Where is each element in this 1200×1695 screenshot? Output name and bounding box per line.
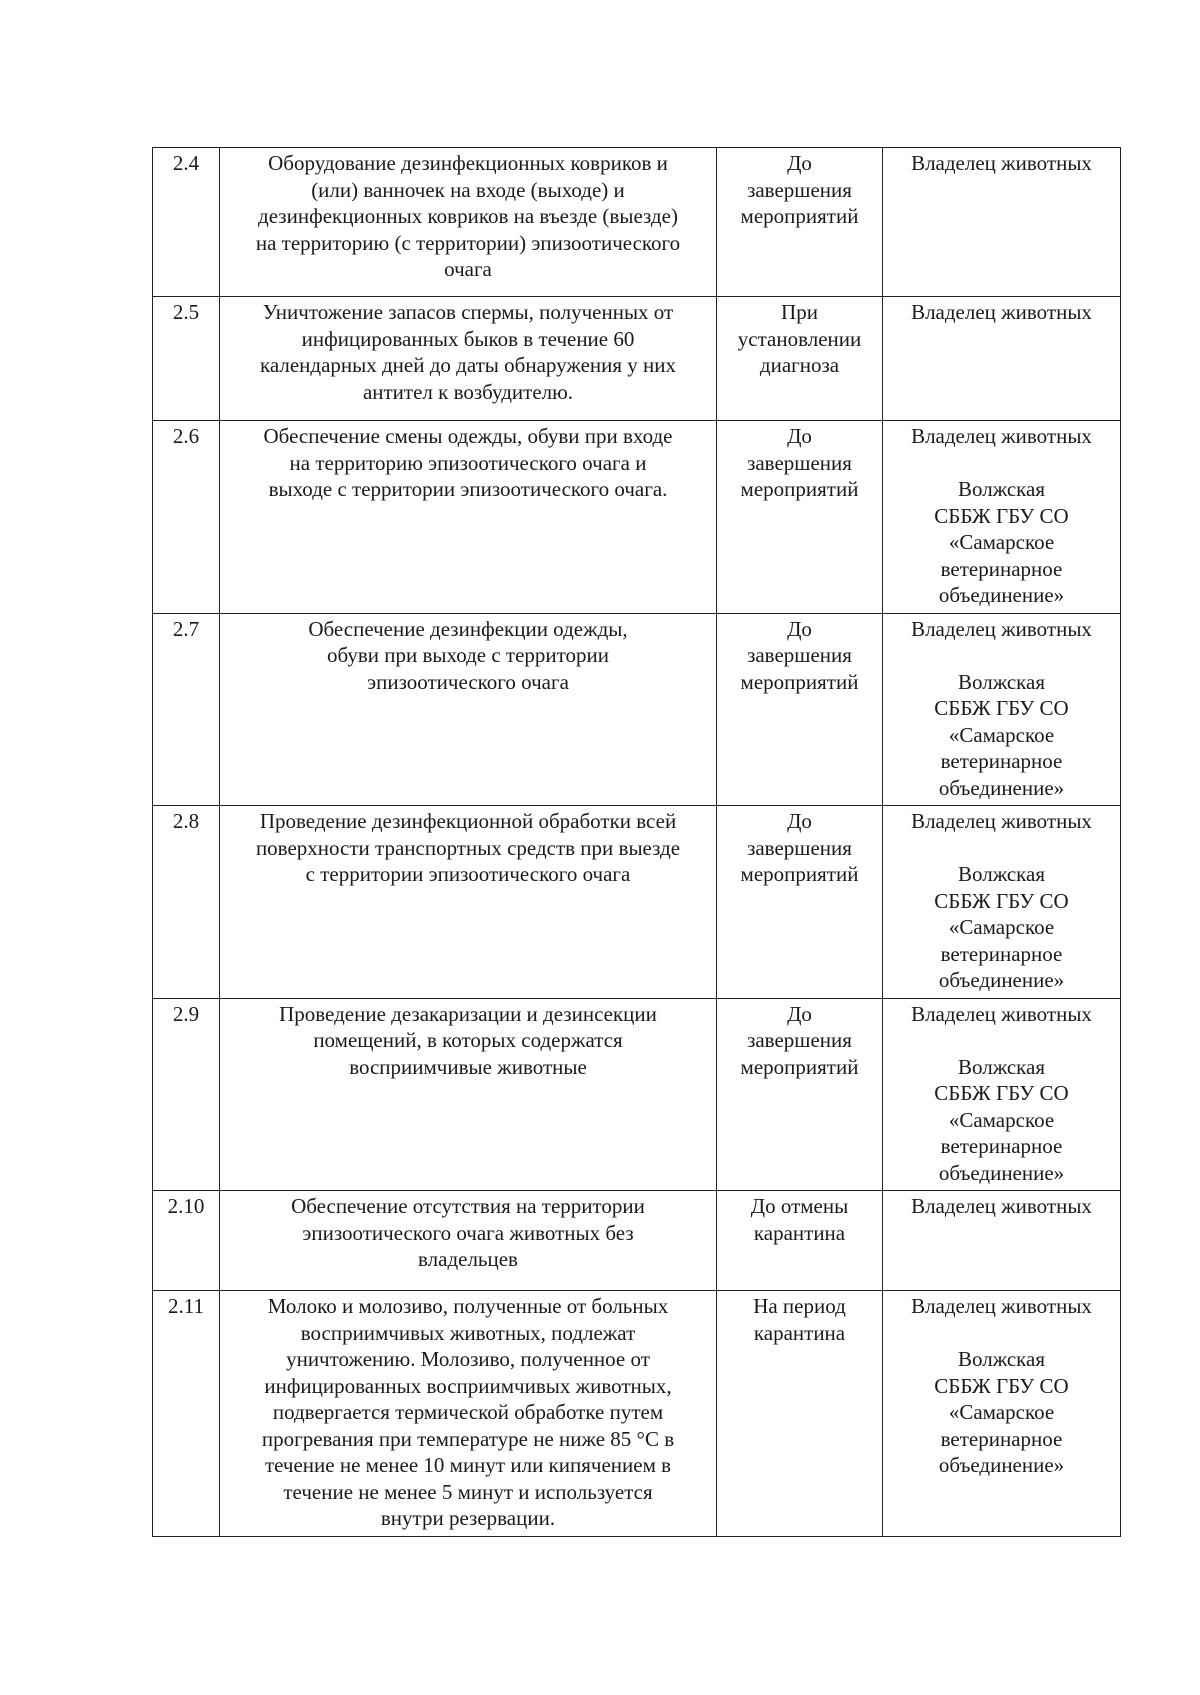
- measure-description-line: Обеспечение смены одежды, обуви при входе: [263, 424, 673, 448]
- measure-responsible-line: объединение»: [938, 1160, 1065, 1185]
- measure-term: [717, 613, 883, 806]
- measure-term-line: До: [787, 616, 812, 641]
- measure-responsible-line: Волжская: [957, 862, 1046, 886]
- measure-description-line: эпизоотического очага: [367, 669, 569, 694]
- measure-description: [220, 297, 717, 421]
- measure-term: [717, 148, 883, 297]
- measure-description-line: инфицированных быков в течение 60: [301, 326, 635, 351]
- measure-responsible-line: СББЖ ГБУ СО: [934, 888, 1069, 913]
- row-number: 2.6: [153, 421, 220, 614]
- measure-term-line: карантина: [753, 1320, 846, 1345]
- measure-responsible-line: «Самарское: [948, 1107, 1055, 1132]
- measure-description-line: (или) ванночек на входе (выходе) и: [311, 177, 625, 202]
- blank-line: [889, 835, 1114, 862]
- measure-description-line: на территорию эпизоотического очага и: [289, 450, 647, 475]
- measure-term-line: До отмены: [750, 1194, 849, 1218]
- measure-description-line: антител к возбудителю.: [362, 379, 574, 404]
- measure-term-line: установлении: [737, 326, 862, 351]
- measure-responsible-line: СББЖ ГБУ СО: [934, 503, 1069, 528]
- measure-description: [220, 998, 717, 1191]
- measure-description-line: течение не менее 10 минут или кипячением в: [264, 1453, 672, 1477]
- table-row: [153, 297, 1121, 421]
- measure-description-line: уничтожению. Молозиво, полученное от: [286, 1347, 650, 1371]
- measure-term-line: До: [787, 151, 812, 175]
- measure-term: [717, 1291, 883, 1537]
- measure-description-line: поверхности транспортных средств при выезде: [255, 835, 681, 860]
- row-number: 2.10: [153, 1191, 220, 1291]
- measure-description: [220, 613, 717, 806]
- measure-responsible-line: объединение»: [938, 968, 1065, 992]
- measures-table: [152, 147, 1121, 1537]
- measure-responsible-line: Владелец животных: [911, 1001, 1092, 1026]
- measure-responsible-line: «Самарское: [948, 915, 1055, 939]
- measure-term-line: мероприятий: [740, 1054, 859, 1079]
- measure-term-line: карантина: [753, 1220, 846, 1245]
- measure-description-line: Обеспечение отсутствия на территории: [291, 1194, 645, 1218]
- measure-description-line: выходе с территории эпизоотического очага.: [268, 477, 668, 501]
- blank-line: [889, 1320, 1114, 1347]
- measure-responsible-line: Владелец животных: [911, 1194, 1092, 1218]
- measure-responsible: [883, 1291, 1121, 1537]
- measure-term-line: завершения: [747, 1028, 852, 1052]
- measure-term-line: мероприятий: [740, 862, 859, 886]
- measure-responsible-line: Владелец животных: [911, 616, 1092, 641]
- table-row: [153, 613, 1121, 806]
- measure-description-line: на территорию (с территории) эпизоотического: [255, 230, 681, 255]
- measure-responsible-line: ветеринарное: [940, 749, 1063, 773]
- measure-term: [717, 1191, 883, 1291]
- measure-description-line: течение не менее 5 минут и используется: [283, 1479, 653, 1504]
- measure-term-line: При: [781, 300, 818, 324]
- measure-responsible: [883, 297, 1121, 421]
- table-row: [153, 1191, 1121, 1291]
- measure-description-line: дезинфекционных ковриков на въезде (выезде): [258, 204, 678, 228]
- measure-responsible: [883, 421, 1121, 614]
- table-row: [153, 806, 1121, 999]
- measure-responsible-line: Владелец животных: [911, 151, 1092, 175]
- measure-description-line: внутри резервации.: [380, 1506, 556, 1530]
- measure-term-line: На период: [753, 1294, 846, 1318]
- measure-description-line: календарных дней до даты обнаружения у них: [259, 353, 677, 377]
- measure-term: [717, 297, 883, 421]
- measure-description: [220, 148, 717, 297]
- measure-description-line: восприимчивые животные: [349, 1054, 587, 1079]
- blank-line: [889, 450, 1114, 477]
- row-number: 2.7: [153, 613, 220, 806]
- measure-responsible-line: Владелец животных: [911, 809, 1092, 833]
- measure-responsible-line: Владелец животных: [911, 424, 1092, 448]
- measure-term-line: До: [787, 1001, 812, 1026]
- row-number: 2.4: [153, 148, 220, 297]
- measure-responsible: [883, 806, 1121, 999]
- measure-responsible-line: Владелец животных: [911, 1294, 1092, 1318]
- blank-line: [889, 642, 1114, 669]
- measure-term-line: завершения: [747, 835, 852, 860]
- row-number: 2.5: [153, 297, 220, 421]
- measure-description-line: владельцев: [418, 1247, 518, 1271]
- measure-responsible-line: Волжская: [957, 477, 1046, 501]
- measure-description-line: инфицированных восприимчивых животных,: [264, 1373, 672, 1398]
- measure-responsible-line: Владелец животных: [911, 300, 1092, 324]
- measure-term-line: завершения: [747, 450, 852, 475]
- measure-responsible-line: Волжская: [957, 1054, 1046, 1079]
- measure-responsible-line: объединение»: [938, 775, 1065, 800]
- measure-responsible-line: «Самарское: [948, 1400, 1055, 1424]
- measure-description-line: прогревания при температуре не ниже 85 °С в: [261, 1426, 675, 1451]
- measure-responsible-line: ветеринарное: [940, 1426, 1063, 1451]
- measure-description-line: очага: [444, 257, 492, 281]
- measure-responsible: [883, 613, 1121, 806]
- measure-term-line: завершения: [747, 643, 852, 667]
- measure-description-line: Проведение дезинфекционной обработки всей: [259, 809, 677, 833]
- measure-description-line: помещений, в которых содержатся: [313, 1028, 623, 1052]
- table-body: [153, 148, 1121, 1537]
- measure-description-line: восприимчивых животных, подлежат: [300, 1320, 636, 1345]
- measure-description-line: эпизоотического очага животных без: [302, 1220, 634, 1245]
- row-number: 2.11: [153, 1291, 220, 1537]
- blank-line: [889, 1027, 1114, 1054]
- measure-responsible-line: «Самарское: [948, 530, 1055, 554]
- measure-description-line: Обеспечение дезинфекции одежды,: [308, 616, 628, 641]
- measure-term: [717, 806, 883, 999]
- measure-responsible-line: СББЖ ГБУ СО: [934, 1081, 1069, 1105]
- measure-term-line: До: [787, 809, 812, 833]
- measure-responsible-line: Волжская: [957, 1347, 1046, 1371]
- measure-responsible-line: Волжская: [957, 669, 1046, 694]
- measure-term-line: До: [787, 424, 812, 448]
- measure-term: [717, 998, 883, 1191]
- row-number: 2.9: [153, 998, 220, 1191]
- measure-responsible-line: ветеринарное: [940, 941, 1063, 966]
- measure-responsible-line: объединение»: [938, 1453, 1065, 1477]
- measure-term-line: мероприятий: [740, 204, 859, 228]
- table-row: [153, 148, 1121, 297]
- table-row: [153, 421, 1121, 614]
- measure-description-line: подвергается термической обработке путем: [272, 1400, 664, 1424]
- measure-term-line: завершения: [747, 177, 852, 202]
- measure-description: [220, 1291, 717, 1537]
- table-row: [153, 998, 1121, 1191]
- measure-responsible: [883, 148, 1121, 297]
- measure-description-line: обуви при выходе с территории: [326, 643, 610, 667]
- measure-term-line: мероприятий: [740, 477, 859, 501]
- measure-description-line: с территории эпизоотического очага: [305, 862, 631, 886]
- row-number: 2.8: [153, 806, 220, 999]
- measure-description-line: Оборудование дезинфекционных ковриков и: [268, 151, 668, 175]
- measure-responsible-line: ветеринарное: [940, 1134, 1063, 1158]
- measure-responsible-line: СББЖ ГБУ СО: [934, 696, 1069, 720]
- measure-description-line: Молоко и молозиво, полученные от больных: [267, 1294, 669, 1318]
- measure-responsible: [883, 998, 1121, 1191]
- measure-description-line: Уничтожение запасов спермы, полученных от: [262, 300, 674, 324]
- measure-description: [220, 806, 717, 999]
- measure-term-line: мероприятий: [740, 669, 859, 694]
- measure-responsible-line: объединение»: [938, 583, 1065, 607]
- measure-description: [220, 421, 717, 614]
- measure-responsible-line: СББЖ ГБУ СО: [934, 1373, 1069, 1398]
- measure-responsible-line: ветеринарное: [940, 556, 1063, 581]
- measure-responsible-line: «Самарское: [948, 722, 1055, 747]
- measure-responsible: [883, 1191, 1121, 1291]
- measure-term-line: диагноза: [759, 353, 840, 377]
- measure-description: [220, 1191, 717, 1291]
- table-row: [153, 1291, 1121, 1537]
- measure-term: [717, 421, 883, 614]
- measure-description-line: Проведение дезакаризации и дезинсекции: [279, 1001, 657, 1026]
